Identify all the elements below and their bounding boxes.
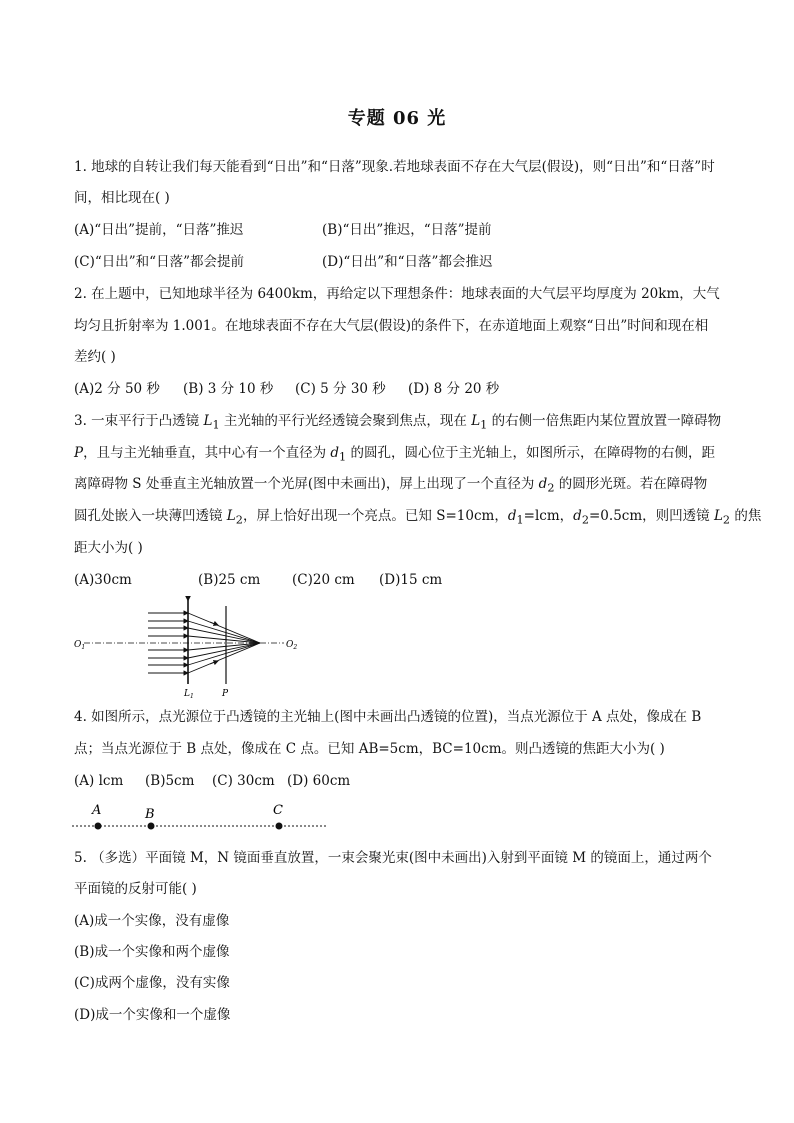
q4-option-c: (C) 30cm xyxy=(212,773,275,789)
label-a: A xyxy=(92,803,102,818)
q5-line-2: 平面镜的反射可能( ) xyxy=(74,881,197,897)
point-a xyxy=(95,823,102,830)
q4-option-d: (D) 60cm xyxy=(287,773,351,789)
q4-option-a: (A) lcm xyxy=(74,773,124,789)
q3-line-2: P，且与主光轴垂直，其中心有一个直径为 $d_1$ 的圆孔，圆心位于主光轴上，如图所示，在障碍物的右侧，距 xyxy=(74,445,716,464)
q2-option-d: (D) 8 分 20 秒 xyxy=(408,381,500,397)
q3-line-5: 距大小为( ) xyxy=(74,540,143,556)
q3-line-3: 离障碍物 S 处垂直主光轴放置一个光屏(图中未画出)，屏上出现了一个直径为 $d_2$ 的圆形光斑。若在障碍物 xyxy=(74,476,708,495)
q2-option-a: (A)2 分 50 秒 xyxy=(74,381,160,397)
label-c: C xyxy=(273,803,283,818)
q3-line-4: 圆孔处嵌入一块薄凹透镜 $L_2$，屏上恰好出现一个亮点。已知 S=10cm，$d_1=lcm$，$d_2=0.5cm$，则凹透镜 $L_2$ 的焦 xyxy=(74,508,762,527)
q5-option-b: (B)成一个实像和两个虚像 xyxy=(74,944,230,960)
point-c xyxy=(276,823,283,830)
q2-line-2: 均匀且折射率为 1.001。在地球表面不存在大气层(假设)的条件下，在赤道地面上观察“日出”时间和现在相 xyxy=(74,318,709,334)
page-title: 专题 06 光 xyxy=(347,108,447,129)
q3-option-d: (D)15 cm xyxy=(379,572,443,588)
q4-line-2: 点；当点光源位于 B 点处，像成在 C 点。已知 AB=5cm，BC=10cm。则凸透镜的焦距大小为( ) xyxy=(74,741,665,757)
q5-line-1: 5. （多选）平面镜 M，N 镜面垂直放置，一束会聚光束(图中未画出)入射到平面镜 M 的镜面上，通过两个 xyxy=(74,850,712,866)
q1-option-c: (C)“日出”和“日落”都会提前 xyxy=(74,254,244,270)
q5-option-d: (D)成一个实像和一个虚像 xyxy=(74,1007,231,1023)
points-axis-figure xyxy=(70,798,330,834)
q2-line-3: 差约( ) xyxy=(74,349,116,365)
label-o1: $O_1$ xyxy=(74,640,86,651)
q5-option-c: (C)成两个虚像，没有实像 xyxy=(74,975,230,991)
q1-option-d: (D)“日出”和“日落”都会推迟 xyxy=(322,254,493,270)
q4-option-b: (B)5cm xyxy=(145,773,195,789)
q1-line-1: 1. 地球的自转让我们每天能看到“日出”和“日落”现象.若地球表面不存在大气层(假设)，则“日出”和“日落”时 xyxy=(74,159,715,175)
q3-option-a: (A)30cm xyxy=(74,572,132,588)
q3-option-c: (C)20 cm xyxy=(292,572,355,588)
label-o2: $O_2$ xyxy=(286,640,298,651)
q5-option-a: (A)成一个实像，没有虚像 xyxy=(74,913,230,929)
q2-option-c: (C) 5 分 30 秒 xyxy=(295,381,386,397)
point-b xyxy=(148,823,155,830)
lens-obstacle-figure xyxy=(70,596,310,700)
q3-line-1: 3. 一束平行于凸透镜 $L_1$ 主光轴的平行光经透镜会聚到焦点，现在 $L_1$ 的右侧一倍焦距内某位置放置一障碍物 xyxy=(74,413,722,432)
q1-option-b: (B)“日出”推迟，“日落”提前 xyxy=(322,222,492,238)
label-b: B xyxy=(145,807,155,822)
q2-option-b: (B) 3 分 10 秒 xyxy=(183,381,274,397)
q1-line-2: 间，相比现在( ) xyxy=(74,190,170,206)
label-l1: $L_1$ xyxy=(184,689,194,700)
label-p: P xyxy=(222,689,229,699)
q4-line-1: 4. 如图所示，点光源位于凸透镜的主光轴上(图中未画出凸透镜的位置)，当点光源位于 A 点处，像成在 B xyxy=(74,709,702,725)
q1-option-a: (A)“日出”提前，“日落”推迟 xyxy=(74,222,244,238)
q2-line-1: 2. 在上题中，已知地球半径为 6400km，再给定以下理想条件：地球表面的大气层平均厚度为 20km，大气 xyxy=(74,286,720,302)
q3-option-b: (B)25 cm xyxy=(198,572,261,588)
